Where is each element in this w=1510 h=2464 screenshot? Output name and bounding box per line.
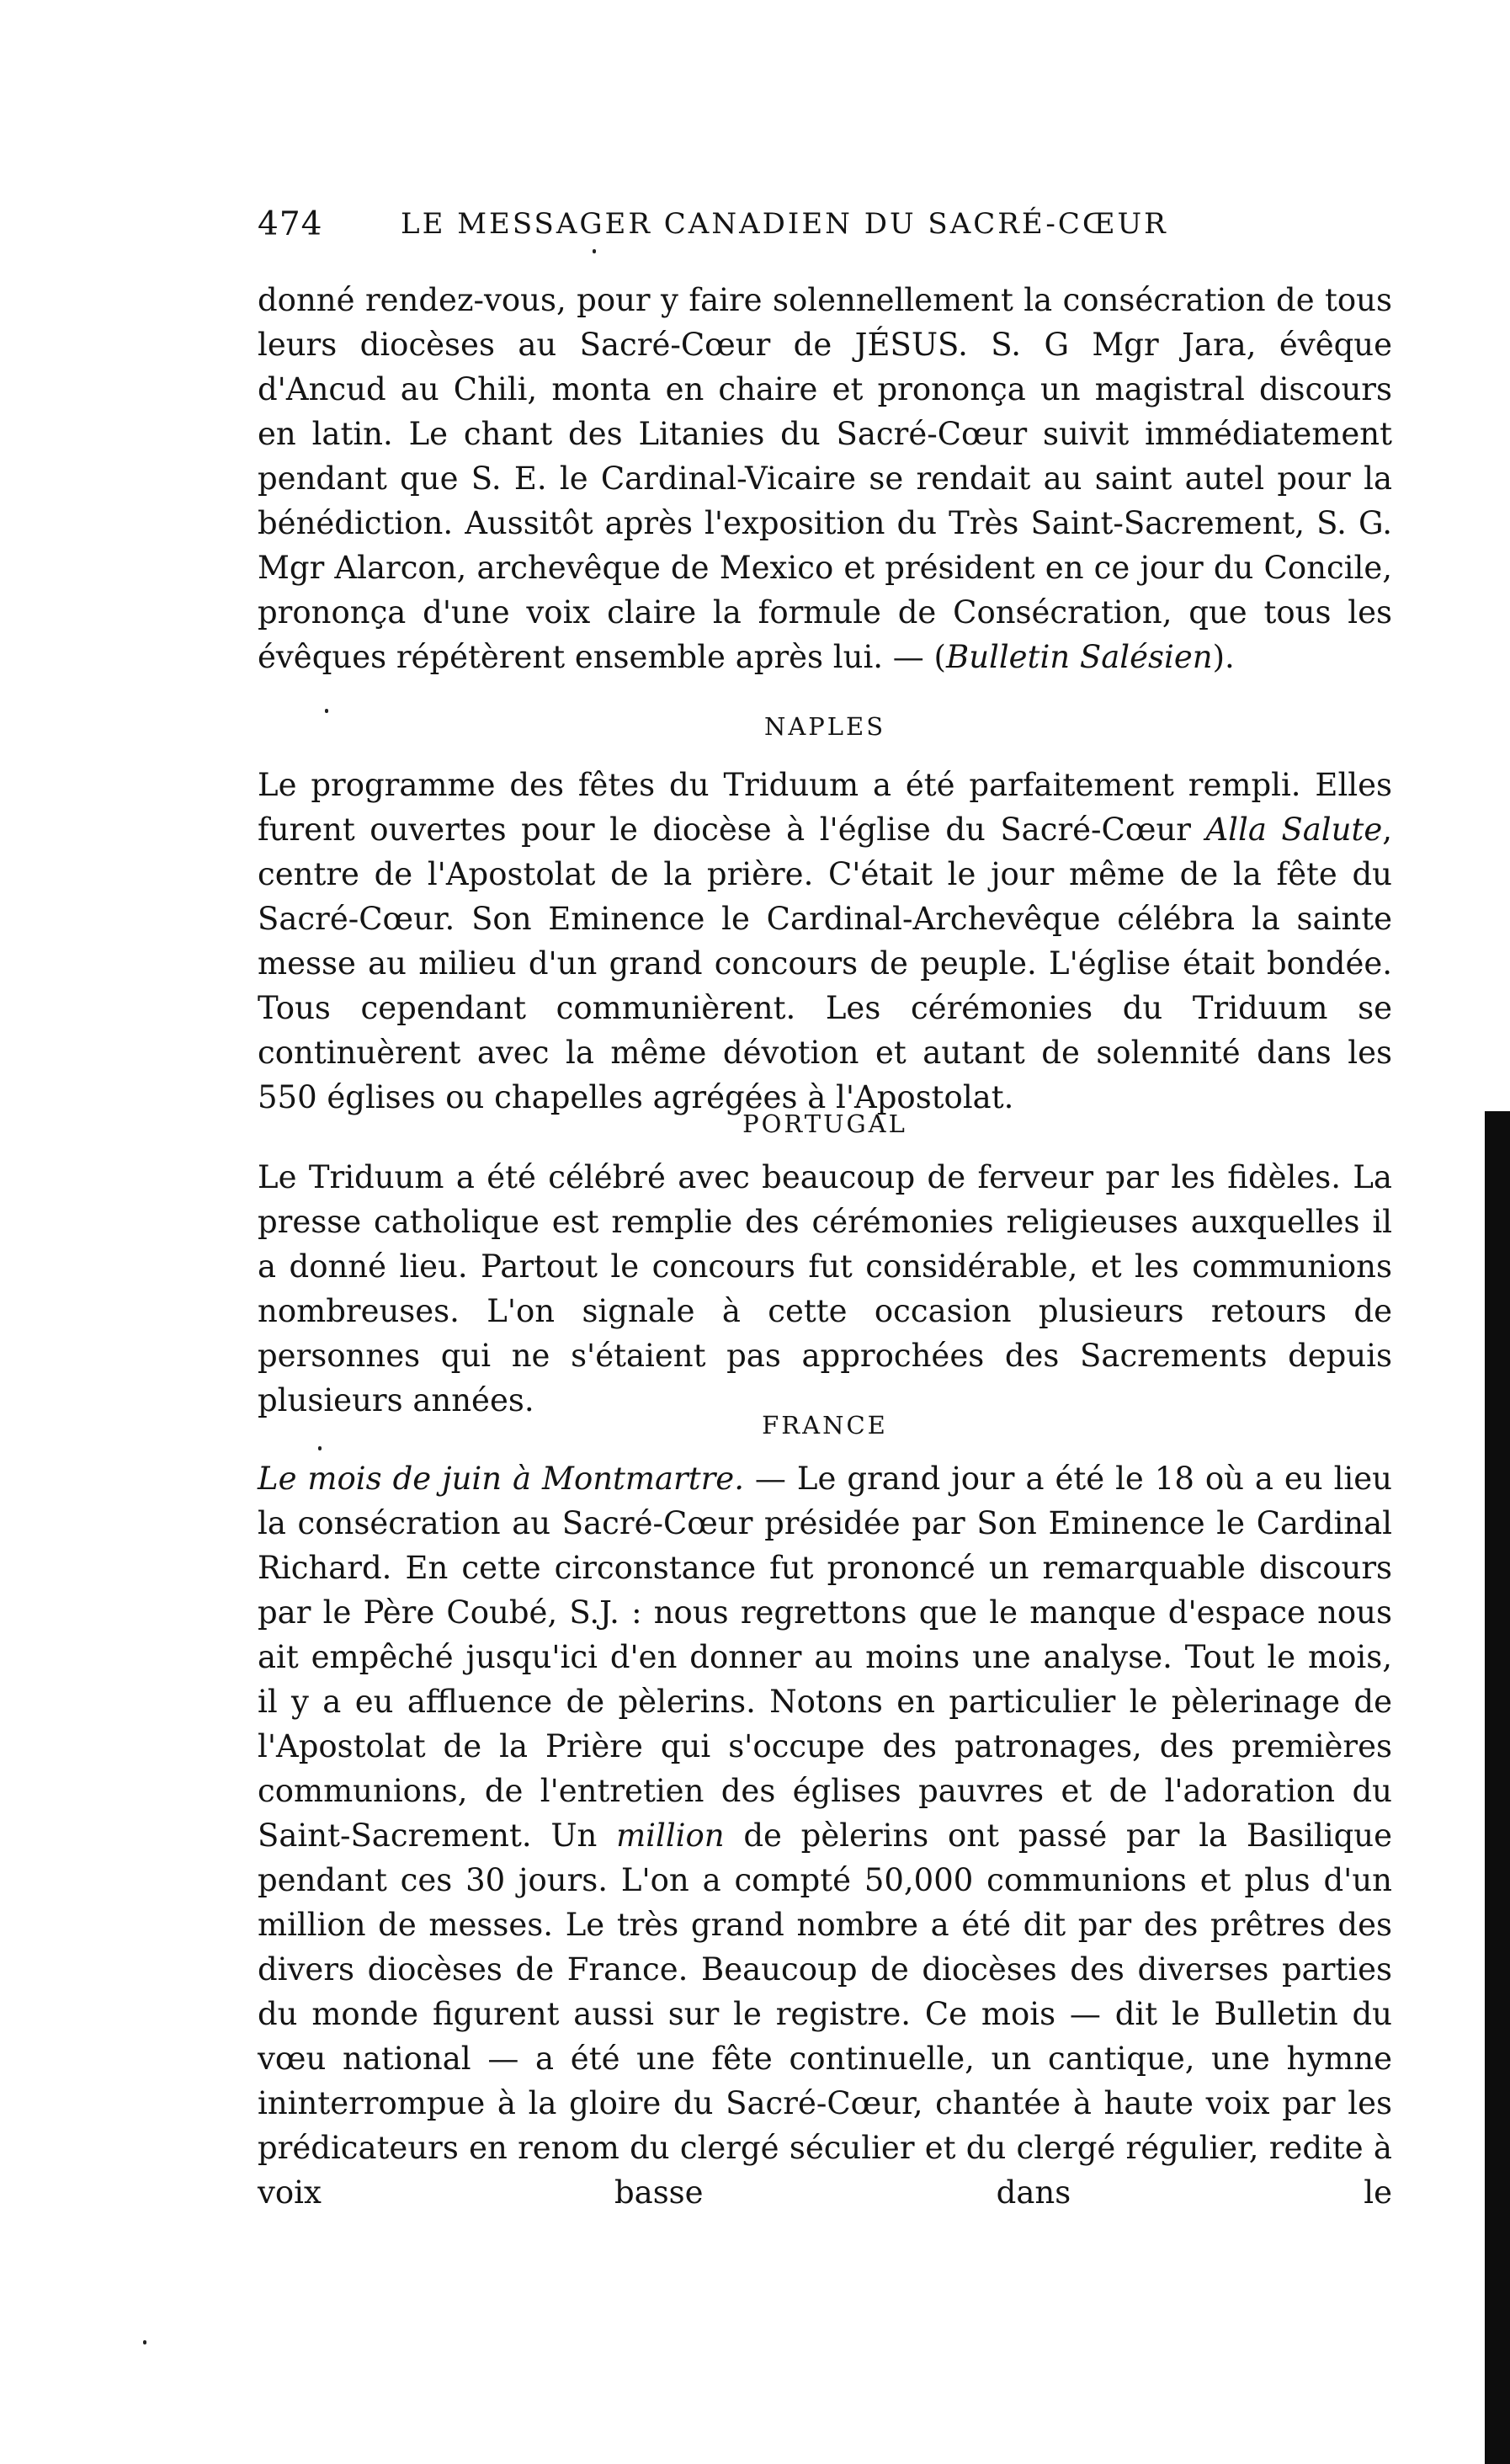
paragraph-text: donné rendez-vous, pour y faire solennellement la consécration de tous leurs diocèses au Sacré-Cœur de JÉSUS. S. G Mgr Jara, évêque d'Ancud au Chili, monta en chaire et prononça un magistral discours en latin. Le chant des Litanies du Sacré-Cœur suivit immédiatement pendant que S. E. le Cardinal-Vicaire se rendait au saint autel pour la bénédiction. Aussitôt après l'exposition du Très Saint-Sacrement, S. G. Mgr Alarcon, archevêque de Mexico et président en ce jour du Concile, prononça d'une voix claire la formule de Consécration, que tous les évêques répétèrent ensemble après lui. — ( xyxy=(258,282,1392,675)
paragraph-text: Le Triduum a été célébré avec beaucoup de ferveur par les fidèles. La presse catholique est remplie des cérémonies religieuses auxquelles il a donné lieu. Partout le concours fut considérable, et les communions nombreuses. L'on signale à cette occasion plusieurs retours de personnes qui ne s'étaient pas approchées des Sacrements depuis plusieurs années. xyxy=(258,1159,1392,1418)
emphasized-word: million xyxy=(616,1817,725,1854)
paragraph-naples xyxy=(258,763,1392,1120)
paragraph-text: , centre de l'Apostolat de la prière. C'était le jour même de la fête du Sacré-Cœur. Son Eminence le Cardinal-Archevêque célébra la sainte messe au milieu d'un grand concours de peuple. L'église était bondée. Tous cependant communièrent. Les cérémonies du Triduum se continuèrent avec la même dévotion et autant de solennité dans les 550 églises ou chapelles agrégées à l'Apostolat. xyxy=(258,812,1392,1115)
paragraph-portugal xyxy=(258,1155,1392,1423)
running-title: LE MESSAGER CANADIEN DU SACRÉ-CŒUR xyxy=(401,207,1168,241)
church-name: Alla Salute xyxy=(1205,812,1383,848)
scan-shadow-edge xyxy=(1485,1111,1510,2464)
print-speck xyxy=(325,709,328,713)
paragraph-continuation xyxy=(258,278,1392,679)
print-speck xyxy=(143,2340,146,2344)
page-header xyxy=(258,205,1251,247)
paragraph-text: de pèlerins ont passé par la Basilique pendant ces 30 jours. L'on a compté 50,000 communions et plus d'un million de messes. Le très grand nombre a été dit par des prêtres des divers diocèses de France. Beaucoup de diocèses des diverses parties du monde figurent aussi sur le registre. Ce mois — dit le Bulletin du vœu national — a été une fête continuelle, un cantique, une hymne ininterrompue à la gloire du Sacré-Cœur, chantée à haute voix par les prédicateurs en renom du clergé séculier et du clergé régulier, redite à voix basse dans le xyxy=(258,1817,1392,2211)
paragraph-text: Le programme des fêtes du Triduum a été parfaitement rempli. Elles furent ouvertes pour le diocèse à l'église du Sacré-Cœur xyxy=(258,767,1392,848)
page-number: 474 xyxy=(258,205,323,243)
source-citation: Bulletin Salésien xyxy=(946,639,1213,675)
print-speck xyxy=(593,249,596,253)
subsection-title: Le mois de juin à Montmartre. xyxy=(258,1461,744,1497)
print-speck xyxy=(318,1446,322,1450)
section-heading-portugal: PORTUGAL xyxy=(742,1110,907,1138)
paragraph-text-end: ). xyxy=(1212,639,1235,675)
paragraph-text: — Le grand jour a été le 18 où a eu lieu la consécration au Sacré-Cœur présidée par Son Eminence le Cardinal Richard. En cette circonstance fut prononcé un remarquable discours par le Père Coubé, S.J. : nous regrettons que le manque d'espace nous ait empêché jusqu'ici d'en donner au moins une analyse. Tout le mois, il y a eu affluence de pèlerins. Notons en particulier le pèlerinage de l'Apostolat de la Prière qui s'occupe des patronages, des premières communions, de l'entretien des églises pauvres et de l'adoration du Saint-Sacrement. Un xyxy=(258,1461,1392,1854)
section-heading-naples: NAPLES xyxy=(763,712,886,741)
paragraph-france xyxy=(258,1456,1392,2215)
section-heading-france: FRANCE xyxy=(762,1411,888,1440)
